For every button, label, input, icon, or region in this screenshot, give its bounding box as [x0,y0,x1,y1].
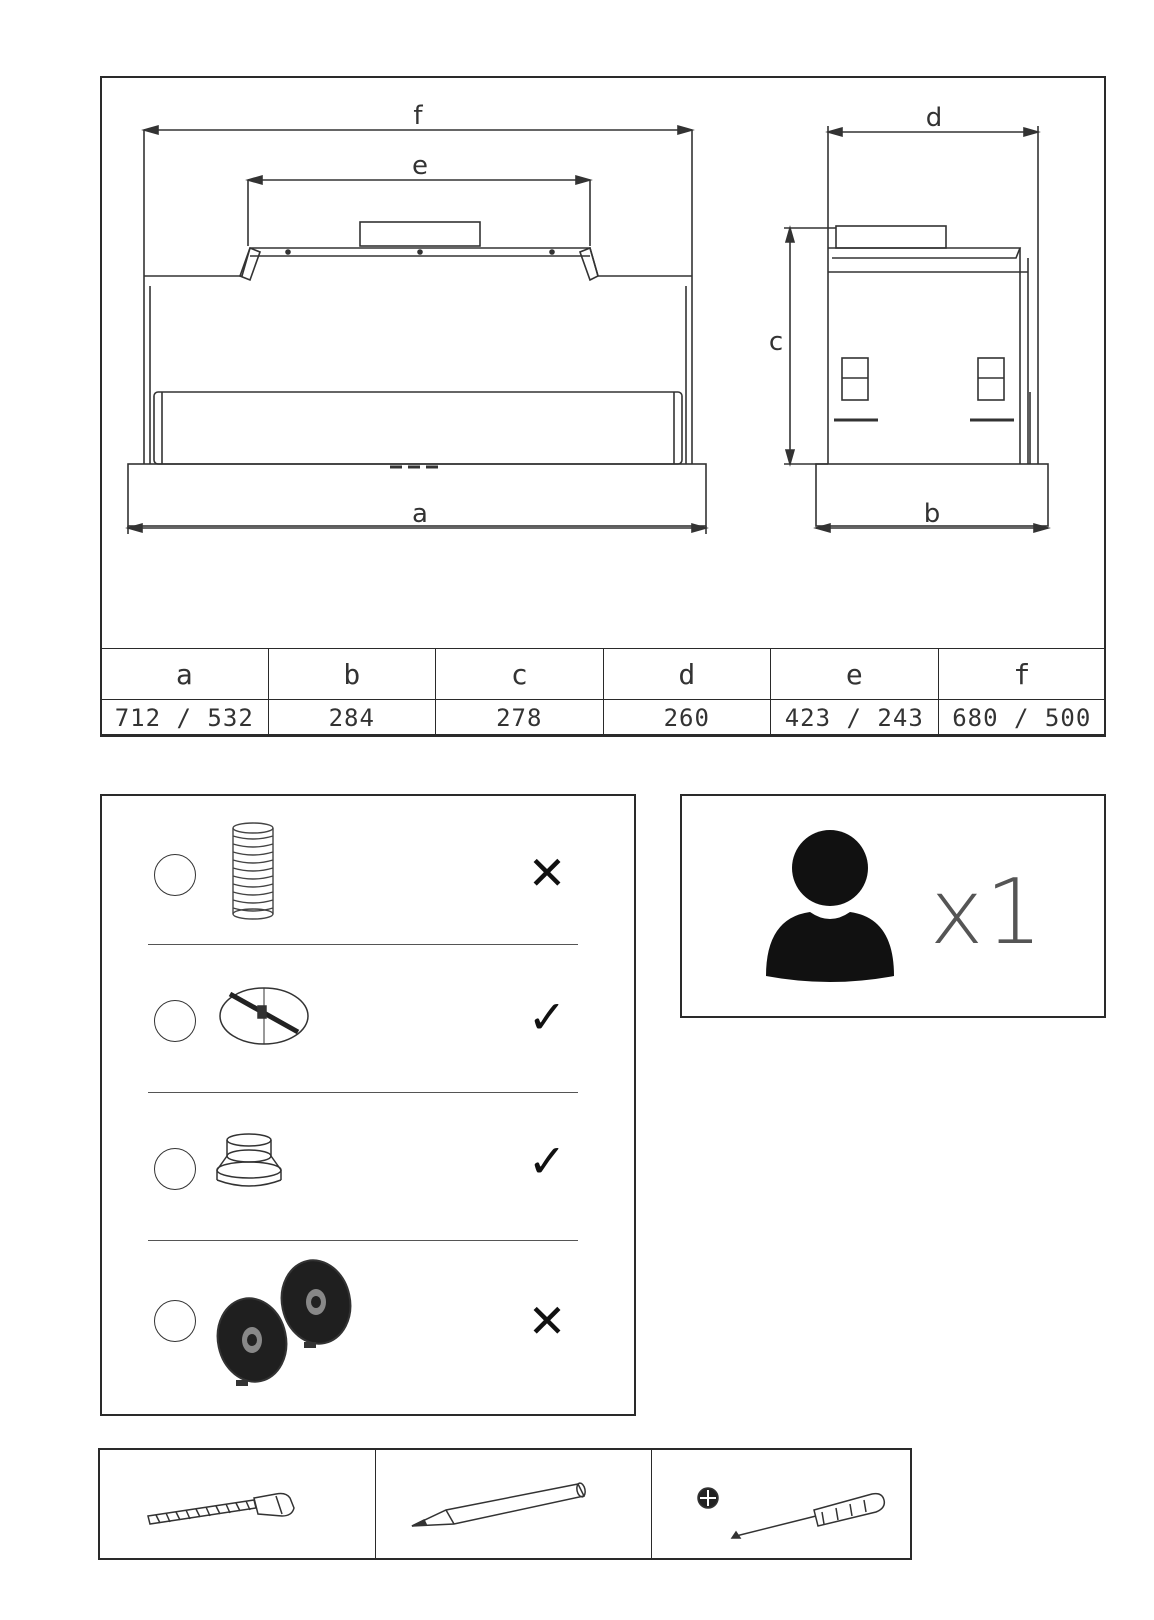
accessory-row [102,962,634,1112]
dim-header: f [938,649,1106,700]
duct-adapter-icon [214,1130,284,1190]
non-return-valve-icon [216,980,312,1050]
not-included-icon: ✕ [527,1294,567,1348]
accessory-radio[interactable] [154,1148,196,1190]
dim-header: d [603,649,771,700]
accessory-row [102,1254,634,1404]
person-icon [760,826,900,982]
dim-value: 712 / 532 [101,700,269,737]
dimension-table [100,648,1106,737]
not-included-icon: ✕ [527,846,567,900]
dim-label-d: d [925,103,943,133]
tool-cell [100,1450,376,1558]
installer-count: x1 [930,860,1045,965]
dim-value: 680 / 500 [938,700,1106,737]
flexible-duct-icon [228,820,278,922]
accessory-radio[interactable] [154,1000,196,1042]
dim-header: b [268,649,436,700]
drill-bit-icon [144,1478,324,1528]
dim-value: 284 [268,700,436,737]
tools-panel [98,1448,912,1560]
accessories-panel [100,794,636,1416]
dim-value: 423 / 243 [771,700,939,737]
dim-header: c [436,649,604,700]
divider [148,944,578,945]
phillips-screwdriver-icon [696,1476,896,1546]
tool-cell [652,1450,914,1558]
accessory-radio[interactable] [154,1300,196,1342]
accessory-row [102,1108,634,1258]
divider [148,1092,578,1093]
tool-cell [376,1450,652,1558]
dim-value: 278 [436,700,604,737]
included-icon: ✓ [527,990,567,1044]
dim-header: e [771,649,939,700]
dim-header: a [101,649,269,700]
dim-value: 260 [603,700,771,737]
dim-label-b: b [923,499,941,529]
pencil-icon [406,1476,606,1536]
accessory-row [102,812,634,962]
dim-label-a: a [412,499,428,529]
accessory-radio[interactable] [154,854,196,896]
dim-label-f: f [413,101,423,131]
dim-label-e: e [412,151,428,181]
charcoal-filter-icon [214,1254,364,1394]
divider [148,1240,578,1241]
included-icon: ✓ [527,1134,567,1188]
dim-label-c: c [768,327,784,357]
front-view-drawing [100,76,1106,648]
